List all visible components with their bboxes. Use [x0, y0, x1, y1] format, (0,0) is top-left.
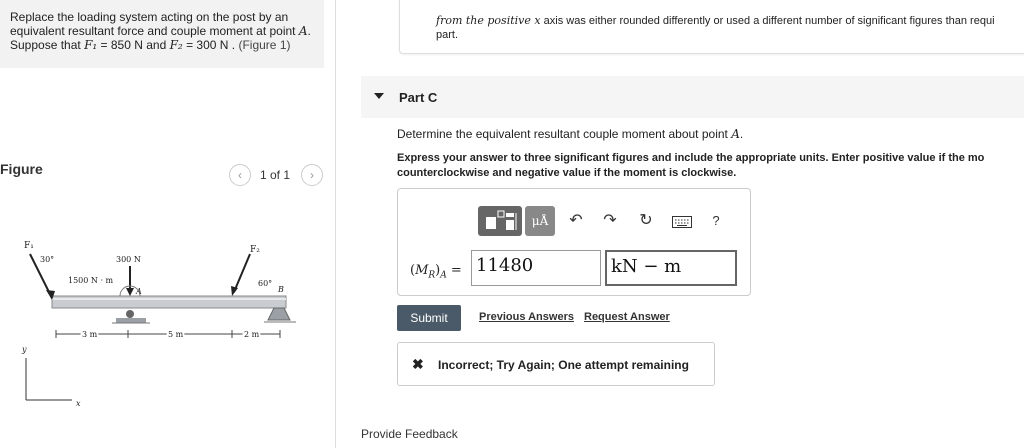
unit-input[interactable]: kN − m — [605, 250, 737, 286]
x-icon: ✖ — [412, 356, 424, 372]
right-panel — [337, 0, 1024, 448]
templates-icon — [478, 206, 522, 236]
help-icon[interactable]: ? — [712, 213, 720, 228]
figure-title: Figure — [0, 161, 43, 177]
angle2-label: 60° — [258, 279, 273, 288]
problem-line-3 — [10, 38, 314, 52]
dim1-label: 3 m — [82, 330, 98, 339]
undo-icon[interactable]: ↶ — [569, 212, 583, 229]
f2-arrow — [234, 254, 250, 292]
feedback-line-1 — [436, 14, 1024, 28]
beam — [52, 296, 286, 308]
y-axis-label: y — [22, 345, 27, 354]
point-a-symbol: A — [298, 24, 308, 38]
force300-label: 300 N — [116, 255, 141, 264]
submit-button[interactable]: Submit — [397, 305, 461, 331]
problem-text: . — [228, 38, 239, 52]
f1-value: = 850 N — [97, 38, 143, 52]
point-b-label: B — [278, 285, 284, 294]
problem-line-1: Replace the loading system acting on the post by an — [10, 10, 289, 24]
question-prefix: Determine the equivalent resultant couple moment about point — [397, 127, 732, 141]
result-banner — [397, 342, 715, 386]
support-a — [112, 310, 150, 323]
caret-down-icon[interactable] — [374, 93, 384, 99]
f2-value: = 300 N — [182, 38, 229, 52]
problem-line-2 — [10, 24, 314, 38]
f2-label: F₂ — [250, 245, 260, 255]
problem-statement — [0, 0, 324, 68]
problem-text: equivalent resultant force and couple moment at point — [10, 24, 299, 38]
keyboard-glyph — [672, 216, 692, 228]
left-panel — [0, 0, 336, 448]
feedback-text: from the positive — [436, 14, 535, 27]
dim3-label: 2 m — [244, 330, 260, 339]
keyboard-icon[interactable] — [668, 206, 696, 236]
part-label: Part C — [399, 90, 438, 105]
point-a-label: A — [136, 287, 142, 296]
units-button[interactable]: μÅ — [525, 206, 555, 236]
f1-symbol: F₁ — [84, 38, 98, 52]
previous-answers-link[interactable]: Previous Answers — [479, 311, 574, 323]
f2-symbol: F₂ — [169, 38, 183, 52]
instructions-line-2: counterclockwise and negative value if the moment is clockwise. — [397, 167, 737, 179]
answer-label: $(M_R)_A$ = — [410, 263, 462, 281]
x-symbol: x — [534, 14, 541, 27]
beam-diagram — [0, 236, 336, 416]
answer-instructions — [397, 151, 1024, 181]
templates-button[interactable] — [478, 206, 522, 236]
question-text — [397, 127, 743, 141]
instructions-line-1: Express your answer to three significant figures and include the appropriate units. Enter positive value if the mo — [397, 152, 985, 164]
force300-arrowhead — [126, 288, 134, 296]
value-input[interactable]: 11480 — [471, 250, 601, 286]
request-answer-link[interactable]: Request Answer — [584, 311, 670, 323]
problem-text: . — [307, 24, 311, 38]
f1-label: F₁ — [24, 241, 34, 251]
point-a-symbol: A — [731, 127, 740, 141]
chevron-right-icon[interactable]: › — [301, 164, 323, 186]
redo-icon[interactable]: ↷ — [603, 212, 617, 229]
feedback-line-2: part. — [436, 29, 459, 41]
support-b — [264, 308, 296, 322]
problem-text: and — [142, 38, 170, 52]
result-text: Incorrect; Try Again; One attempt remaining — [438, 358, 689, 372]
feedback-text: axis was either rounded differently or used a different number of significant figures than requi — [540, 15, 995, 27]
provide-feedback-link[interactable]: Provide Feedback — [361, 427, 458, 441]
previous-feedback — [399, 0, 1024, 54]
figure-link[interactable]: (Figure 1) — [238, 38, 291, 52]
question-suffix: . — [739, 127, 744, 141]
x-axis-label: x — [76, 399, 81, 408]
problem-text: Suppose that — [10, 38, 85, 52]
chevron-left-icon[interactable]: ‹ — [229, 164, 251, 186]
pager-text: 1 of 1 — [260, 168, 291, 182]
moment-label: 1500 N · m — [68, 276, 114, 285]
part-c-header[interactable] — [361, 76, 1024, 118]
answer-box — [397, 188, 751, 296]
dim2-label: 5 m — [168, 330, 184, 339]
angle1-label: 30° — [40, 255, 55, 264]
reset-icon[interactable]: ↻ — [639, 212, 653, 229]
figure-pager — [229, 164, 323, 186]
